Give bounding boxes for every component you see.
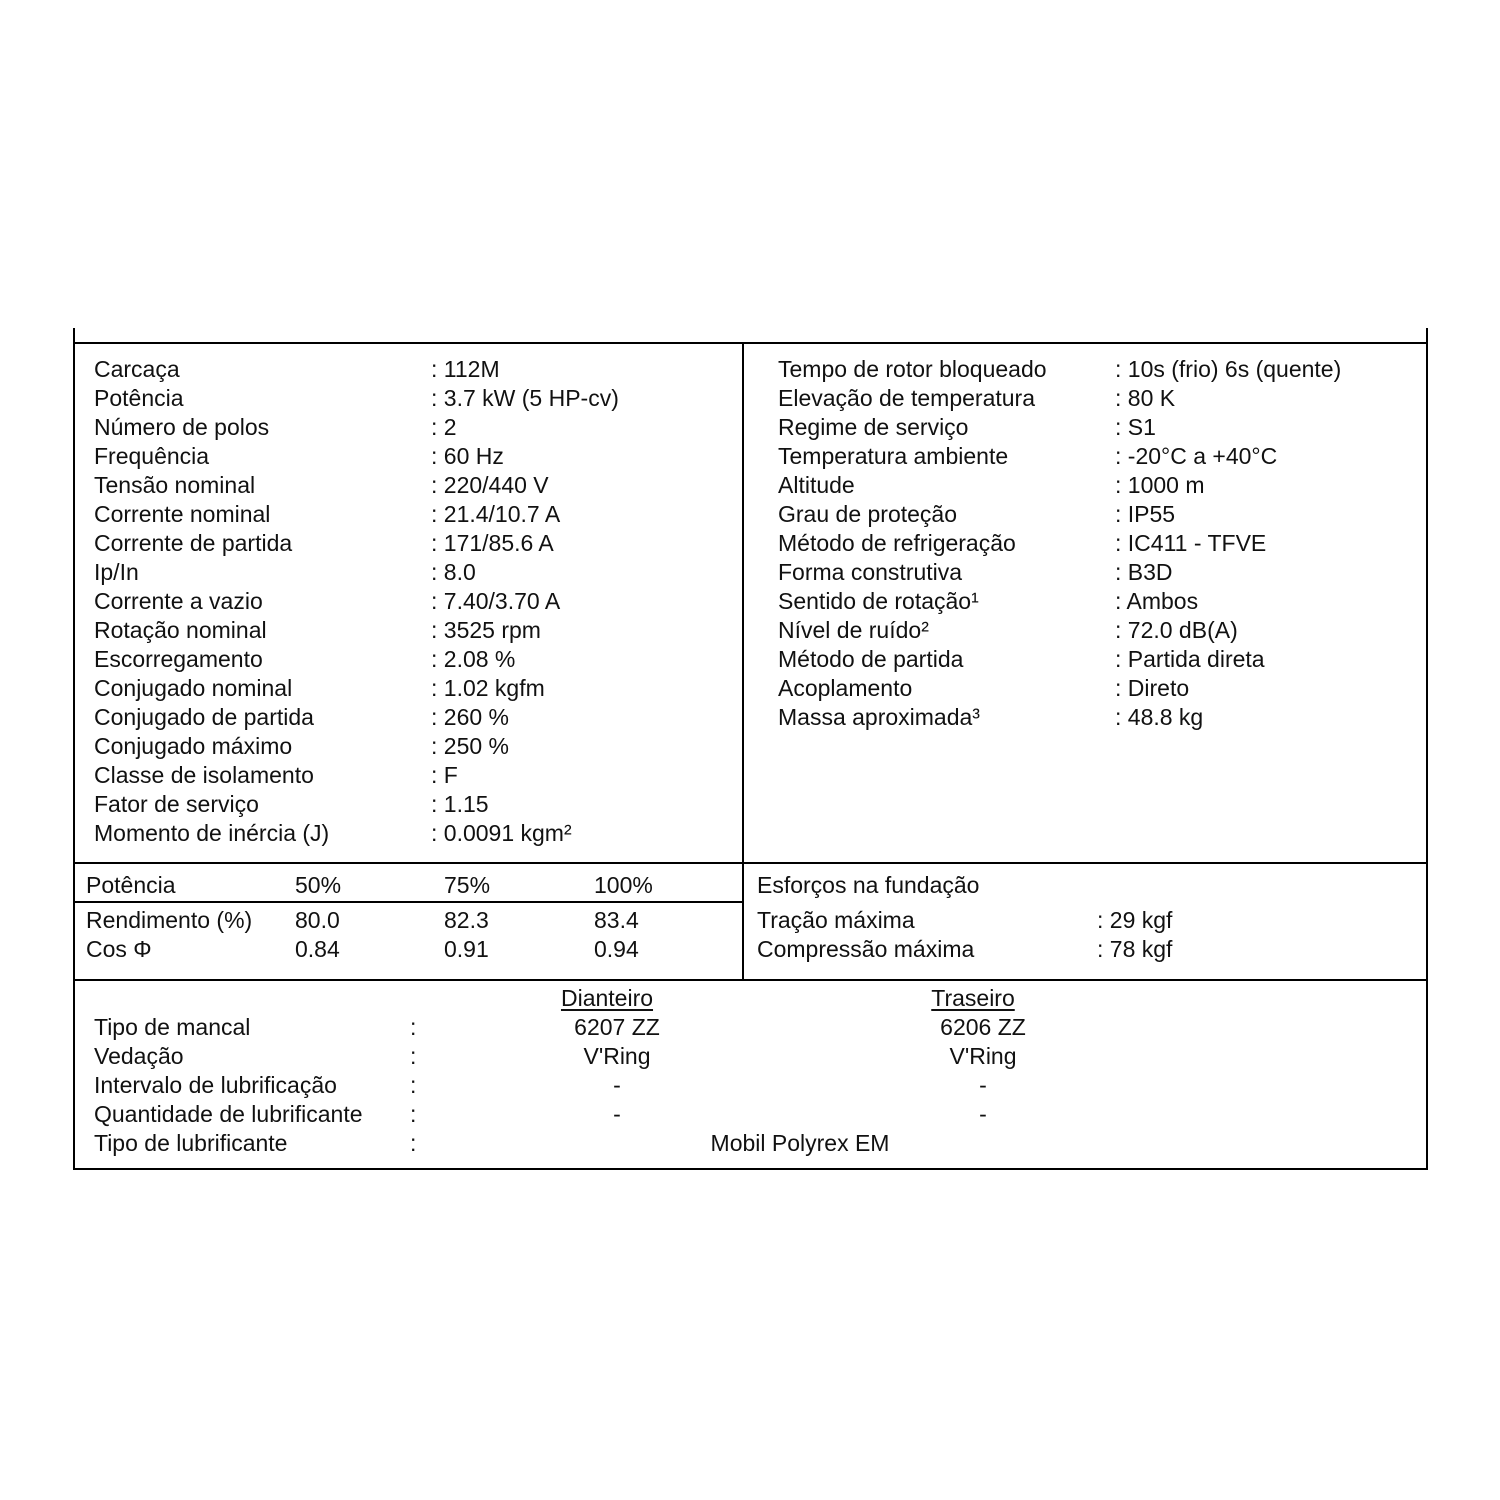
performance-cell: 80.0 <box>295 907 340 933</box>
spec-value: : S1 <box>1115 414 1156 440</box>
spec-value: : 3.7 kW (5 HP-cv) <box>431 385 619 411</box>
spec-value: : -20°C a +40°C <box>1115 443 1278 469</box>
spec-label: Classe de isolamento <box>94 762 314 788</box>
bearing-row-label: Intervalo de lubrificação <box>94 1072 337 1098</box>
spec-value: : 60 Hz <box>431 443 504 469</box>
spec-value: : 250 % <box>431 733 509 759</box>
table-right-border <box>1426 328 1428 1170</box>
spec-label: Temperatura ambiente <box>778 443 1009 469</box>
spec-label: Conjugado de partida <box>94 704 314 730</box>
bearing-row-label: Quantidade de lubrificante <box>94 1101 363 1127</box>
spec-value: : 2.08 % <box>431 646 516 672</box>
foundation-value: : 78 kgf <box>1097 936 1173 962</box>
bearing-rear-value: V'Ring <box>949 1043 1017 1069</box>
performance-header-100: 100% <box>594 872 653 898</box>
performance-cell: 0.84 <box>295 936 340 962</box>
spec-label: Massa aproximada³ <box>778 704 980 730</box>
foundation-value: : 29 kgf <box>1097 907 1173 933</box>
spec-value: : 2 <box>431 414 457 440</box>
spec-label: Acoplamento <box>778 675 913 701</box>
performance-header-rule <box>73 901 743 903</box>
foundation-label: Compressão máxima <box>757 936 975 962</box>
bearing-front-value: 6207 ZZ <box>574 1014 660 1040</box>
spec-value: : Direto <box>1115 675 1190 701</box>
bearing-front-value: - <box>613 1101 621 1127</box>
spec-value: : 72.0 dB(A) <box>1115 617 1238 643</box>
bearing-row-label: Tipo de mancal <box>94 1014 251 1040</box>
spec-value: : 0.0091 kgm² <box>431 820 572 846</box>
spec-label: Tensão nominal <box>94 472 256 498</box>
bearing-colon: : <box>410 1101 417 1127</box>
spec-label: Corrente de partida <box>94 530 293 556</box>
performance-header-label: Potência <box>86 872 176 898</box>
table-bottom-rule <box>73 1168 1428 1170</box>
spec-value: : 7.40/3.70 A <box>431 588 561 614</box>
spec-label: Potência <box>94 385 184 411</box>
bearing-colon: : <box>410 1014 417 1040</box>
performance-row-label: Rendimento (%) <box>86 907 253 933</box>
spec-value: : 80 K <box>1115 385 1176 411</box>
lubricant-label: Tipo de lubrificante <box>94 1130 288 1156</box>
spec-label: Sentido de rotação¹ <box>778 588 979 614</box>
performance-bottom-rule <box>73 979 1428 981</box>
spec-value: : 21.4/10.7 A <box>431 501 561 527</box>
bearing-front-header: Dianteiro <box>560 985 654 1011</box>
specs-bottom-rule <box>73 862 1428 864</box>
spec-value: : 260 % <box>431 704 509 730</box>
performance-cell: 0.91 <box>444 936 489 962</box>
bearing-rear-value: - <box>979 1072 987 1098</box>
spec-value: : 3525 rpm <box>431 617 541 643</box>
spec-label: Frequência <box>94 443 210 469</box>
spec-value: : Partida direta <box>1115 646 1265 672</box>
spec-label: Ip/In <box>94 559 139 585</box>
spec-label: Momento de inércia (J) <box>94 820 330 846</box>
spec-label: Altitude <box>778 472 855 498</box>
performance-header-50: 50% <box>295 872 342 898</box>
spec-label: Nível de ruído² <box>778 617 929 643</box>
column-divider <box>742 342 744 980</box>
performance-cell: 82.3 <box>444 907 489 933</box>
bearing-colon: : <box>410 1043 417 1069</box>
spec-value: : IP55 <box>1115 501 1176 527</box>
spec-label: Escorregamento <box>94 646 263 672</box>
spec-label: Grau de proteção <box>778 501 958 527</box>
spec-value: : 1000 m <box>1115 472 1205 498</box>
spec-label: Regime de serviço <box>778 414 969 440</box>
spec-value: : IC411 - TFVE <box>1115 530 1267 556</box>
spec-value: : 1.02 kgfm <box>431 675 545 701</box>
bearing-rear-value: - <box>979 1101 987 1127</box>
spec-value: : F <box>431 762 458 788</box>
spec-value: : 48.8 kg <box>1115 704 1204 730</box>
spec-label: Conjugado nominal <box>94 675 293 701</box>
performance-header-75: 75% <box>444 872 491 898</box>
table-top-rule <box>73 342 1428 344</box>
spec-value: : 10s (frio) 6s (quente) <box>1115 356 1342 382</box>
performance-cell: 0.94 <box>594 936 639 962</box>
table-left-border <box>73 328 75 1170</box>
spec-value: : 8.0 <box>431 559 476 585</box>
bearing-rear-value: 6206 ZZ <box>940 1014 1026 1040</box>
foundation-title: Esforços na fundação <box>757 872 980 898</box>
spec-label: Carcaça <box>94 356 180 382</box>
bearing-front-value: - <box>613 1072 621 1098</box>
bearing-rear-header: Traseiro <box>931 985 1015 1011</box>
spec-label: Conjugado máximo <box>94 733 293 759</box>
bearing-colon: : <box>410 1072 417 1098</box>
spec-label: Método de refrigeração <box>778 530 1016 556</box>
spec-label: Forma construtiva <box>778 559 963 585</box>
spec-value: : 171/85.6 A <box>431 530 554 556</box>
lubricant-value: Mobil Polyrex EM <box>710 1130 890 1156</box>
performance-row-label: Cos Φ <box>86 936 152 962</box>
bearing-colon: : <box>410 1130 417 1156</box>
spec-label: Rotação nominal <box>94 617 267 643</box>
performance-cell: 83.4 <box>594 907 639 933</box>
spec-label: Fator de serviço <box>94 791 259 817</box>
spec-label: Corrente nominal <box>94 501 271 527</box>
spec-value: : 1.15 <box>431 791 489 817</box>
spec-value: : Ambos <box>1115 588 1199 614</box>
spec-value: : B3D <box>1115 559 1173 585</box>
spec-label: Tempo de rotor bloqueado <box>778 356 1047 382</box>
spec-label: Elevação de temperatura <box>778 385 1035 411</box>
spec-value: : 220/440 V <box>431 472 549 498</box>
spec-label: Número de polos <box>94 414 270 440</box>
spec-label: Método de partida <box>778 646 964 672</box>
foundation-label: Tração máxima <box>757 907 915 933</box>
bearing-row-label: Vedação <box>94 1043 184 1069</box>
bearing-front-value: V'Ring <box>583 1043 651 1069</box>
spec-label: Corrente a vazio <box>94 588 263 614</box>
spec-value: : 112M <box>431 356 500 382</box>
